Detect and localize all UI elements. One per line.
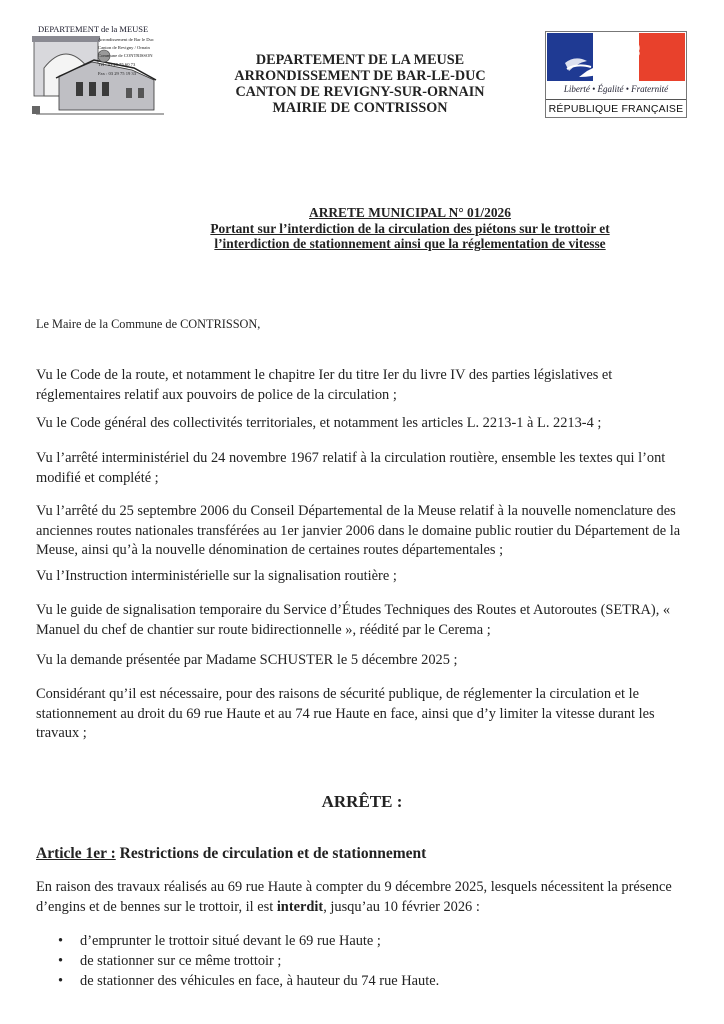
bullet-icon: • bbox=[58, 933, 64, 949]
republic-motto: Liberté • Égalité • Fraternité bbox=[563, 84, 669, 94]
stamp-title: DEPARTEMENT de la MEUSE bbox=[38, 24, 149, 34]
decree-number: ARRETE MUNICIPAL N° 01/2026 bbox=[309, 205, 511, 220]
header-line: CANTON DE REVIGNY-SUR-ORNAIN bbox=[235, 84, 485, 100]
header-line: DEPARTEMENT DE LA MEUSE bbox=[255, 52, 465, 68]
stamp-line: Arrondissement de Bar le Duc bbox=[98, 37, 154, 42]
stamp-line: Canton de Revigny / Ornain bbox=[98, 45, 150, 50]
article-1-intro-end: , jusqu’au 10 février 2026 : bbox=[323, 898, 480, 915]
commune-logo-stamp bbox=[14, 10, 184, 120]
decree-subject-line-1: Portant sur l’interdiction de la circulation des piétons sur le trottoir et bbox=[210, 220, 610, 236]
visa-paragraph: Vu le Code de la route, et notamment le chapitre Ier du titre Ier du livre IV des parties législatives et réglementaires relatif aux pouvoirs de police de la circulation ; bbox=[36, 367, 613, 403]
article-1-intro-text: En raison des travaux réalisés au 69 rue Haute à compter du 9 décembre 2025, lesquels nécessitent la présence d’engins et de bennes sur le trottoir, il est bbox=[36, 879, 672, 915]
visa-paragraph: Vu le guide de signalisation temporaire du Service d’Études Techniques des Routes et Autoroutes (SETRA), « Manuel du chef de chantier sur route bidirectionnelle », réédité par le Cerema ; bbox=[36, 602, 671, 638]
visa-paragraph: Vu l’Instruction interministérielle sur la signalisation routière ; bbox=[36, 568, 397, 584]
header-line: ARRONDISSEMENT DE BAR-LE-DUC bbox=[234, 68, 486, 84]
visa-paragraph: Vu l’arrêté du 25 septembre 2006 du Conseil Départemental de la Meuse relatif à la nouvelle nomenclature des anciennes routes nationales transférées au 1er janvier 2006 dans le domaine public routier du Département de la Meuse, ainsi qu’à la nouvelle dénomination de certaines routes départementales ; bbox=[36, 503, 681, 558]
visa-paragraph: Vu le Code général des collectivités territoriales, et notamment les articles L. 2213-1 à L. 2213-4 ; bbox=[36, 415, 602, 431]
list-item bbox=[58, 952, 439, 972]
article-1-heading bbox=[36, 845, 426, 863]
list-item-text: de stationner des véhicules en face, à hauteur du 74 rue Haute. bbox=[80, 972, 440, 989]
bullet-icon: • bbox=[58, 952, 64, 969]
arrete-heading: ARRÊTE : bbox=[321, 792, 403, 811]
decree-title bbox=[150, 205, 670, 252]
visa-paragraph: Vu l’arrêté interministériel du 24 novembre 1967 relatif à la circulation routière, ensemble les textes qui l’ont modifié et complété ; bbox=[36, 450, 666, 486]
mayor-intro: Le Maire de la Commune de CONTRISSON, bbox=[36, 317, 261, 331]
stamp-line: Tél : 03 29 75 60 73 bbox=[98, 62, 136, 67]
stamp-line: Fax : 03 29 75 19 33 bbox=[98, 71, 137, 76]
republique-francaise-logo bbox=[545, 31, 687, 118]
stamp-line: Commune de CONTRISSON bbox=[98, 53, 153, 58]
header-line: MAIRIE DE CONTRISSON bbox=[272, 100, 448, 116]
article-1-prohibitions-list bbox=[58, 932, 439, 991]
republic-name: RÉPUBLIQUE FRANÇAISE bbox=[546, 99, 686, 118]
list-item-text: d’emprunter le trottoir situé devant le 69 rue Haute ; bbox=[80, 933, 381, 949]
list-item-text: de stationner sur ce même trottoir ; bbox=[80, 952, 282, 969]
considerant-paragraph: Considérant qu’il est nécessaire, pour des raisons de sécurité publique, de réglementer la circulation et le stationnement au droit du 69 rue Haute et au 74 rue Haute en face, ainsi que d’y limiter la vitesse durant les travaux ; bbox=[36, 686, 655, 741]
article-1-intro bbox=[36, 878, 696, 917]
article-1-intro-bold: interdit bbox=[276, 898, 324, 915]
article-1-title: Restrictions de circulation et de stationnement bbox=[115, 845, 427, 862]
bullet-icon: • bbox=[58, 972, 64, 989]
list-item bbox=[58, 932, 439, 952]
marianne-flag-icon bbox=[547, 33, 685, 81]
visa-paragraph: Vu la demande présentée par Madame SCHUSTER le 5 décembre 2025 ; bbox=[36, 652, 458, 668]
list-item bbox=[58, 972, 439, 992]
article-1-label: Article 1er : bbox=[36, 845, 116, 862]
administrative-header bbox=[200, 52, 520, 116]
decree-subject-line-2: l’interdiction de stationnement ainsi que la réglementation de vitesse bbox=[214, 236, 606, 251]
